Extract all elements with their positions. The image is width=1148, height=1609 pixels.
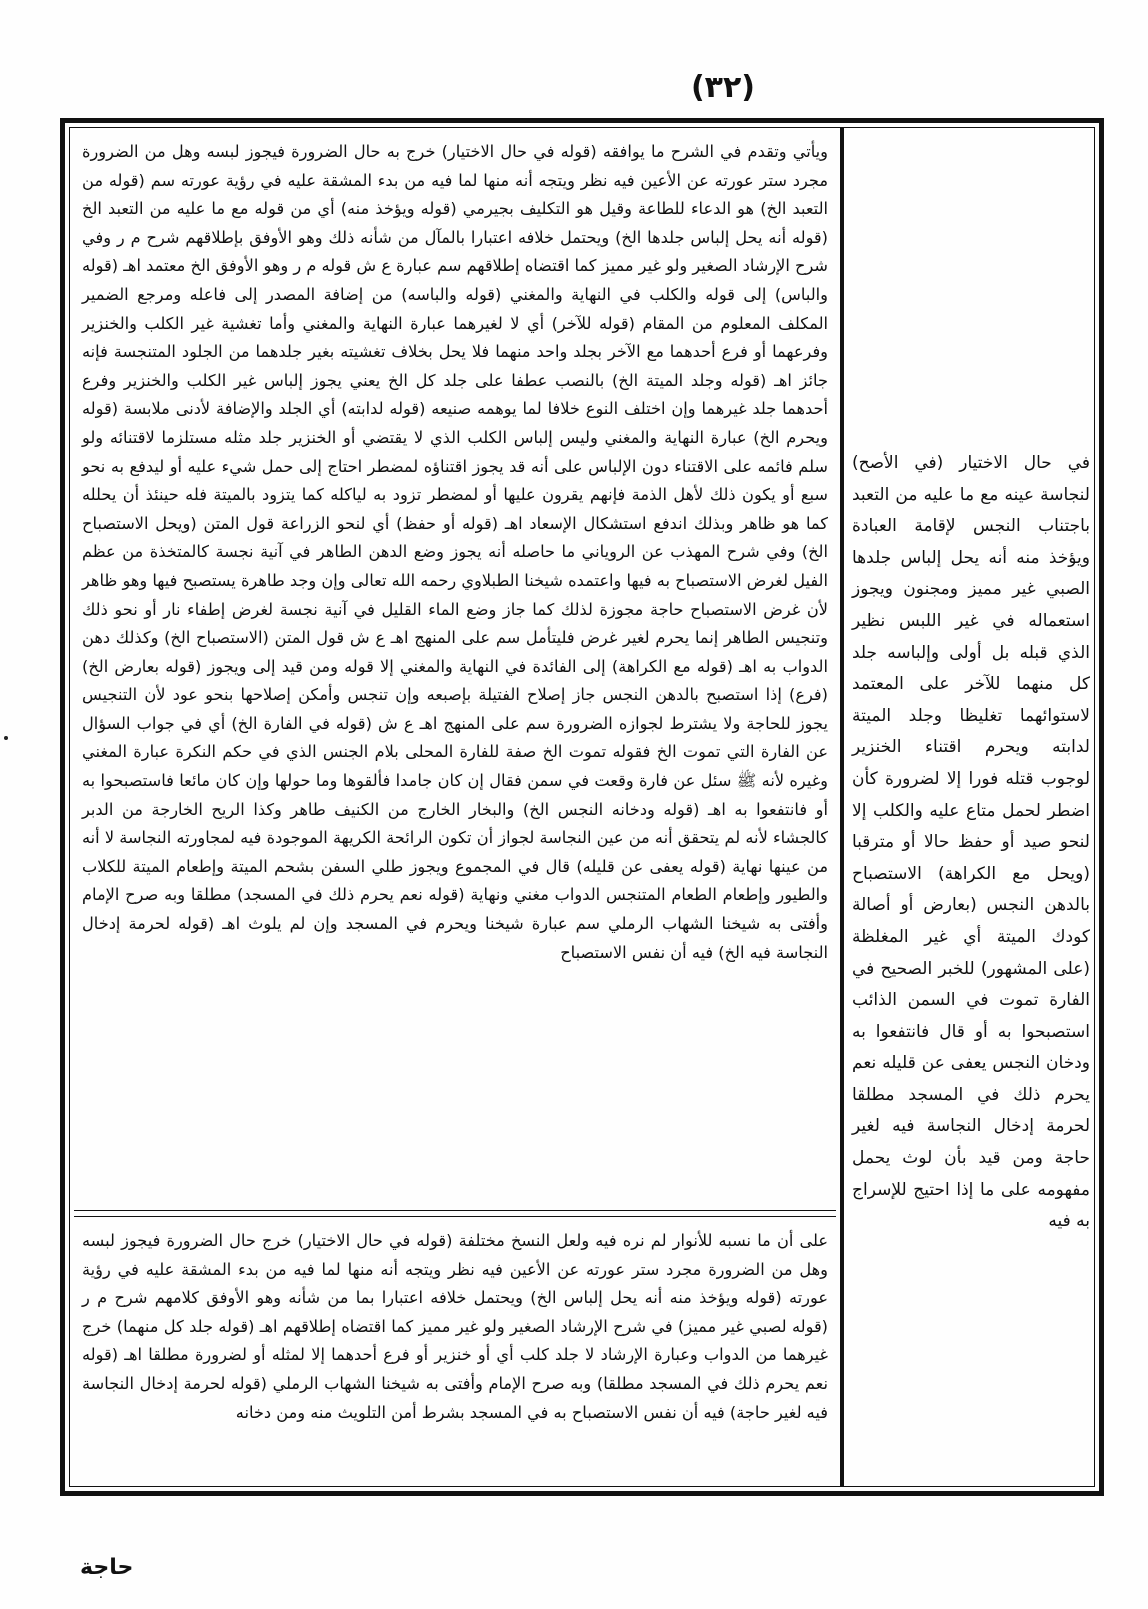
- page-number: (۳۲): [690, 70, 756, 105]
- page-frame: [60, 118, 1104, 1496]
- matn-column: [848, 132, 1096, 1492]
- matn-text: في حال الاختيار (في الأصح) لنجاسة عينه مع ما عليه من التعبد باجتناب النجس لإقامة العبادة ويؤخذ منه أنه يحل إلباس جلدها الصبي غير مميز ومجنون ويجوز استعماله في غير اللبس نظير الذي قبله بل أولى وإلباسه جلد كل منهما للآخر على المعتمد لاستوائهما تغليظا وجلد الميتة لدابته ويحرم اقتناء الخنزير لوجوب قتله فورا إلا لضرورة كأن اضطر لحمل متاع عليه والكلب إلا لنحو صيد أو حفظ حالا أو مترقبا (ويحل مع الكراهة) الاستصباح بالدهن النجس (بعارض أو أصالة كودك الميتة أي غير المغلظة (على المشهور) للخبر الصحيح في الفارة تموت في السمن الذائب استصبحوا به أو قال فانتفعوا به ودخان النجس يعفى عن قليله نعم يحرم ذلك في المسجد مطلقا لحرمة إدخال النجاسة فيه لغير حاجة ومن قيد بأن لوث يحمل مفهومه على ما إذا احتيج للإسراج به فيه: [852, 453, 1090, 1232]
- commentary-column: [74, 132, 836, 1492]
- column-divider: [840, 128, 844, 1486]
- margin-mark: [4, 736, 8, 740]
- commentary-lower-text: على أن ما نسبه للأنوار لم نره فيه ولعل النسخ مختلفة (قوله في حال الاختيار) خرج حال الضرورة فيجوز لبسه وهل من الضرورة مجرد ستر عورته عن الأعين فيه نظر ويتجه أنه منها لما فيه من بدء المشقة عليه في رؤية عورته (قوله ويؤخذ منه أنه يحل إلباس الخ) ويحتمل خلافه اعتبارا بما من شأنه وهو الأوفق كلامهم شرح م ر (قوله لصبي غير مميز) في شرح الإرشاد الصغير ولو غير مميز كما اقتضاه إطلاقهم اهـ (قوله جلد كل منهما) خرج غيرهما من الدواب وعبارة الإرشاد لا جلد كلب أي أو خنزير أو فرع أحدهما إلا لمثله أو لضرورة مطلقا اهـ (قوله نعم يحرم ذلك في المسجد مطلقا) وبه صرح الإمام وأفتى به شيخنا الشهاب الرملي (قوله لحرمة إدخال النجاسة فيه لغير حاجة) فيه أن نفس الاستصباح به في المسجد بشرط أمن التلويث منه ومن دخانه: [82, 1231, 828, 1422]
- horizontal-divider: [74, 1210, 836, 1217]
- commentary-main-text: ويأتي وتقدم في الشرح ما يوافقه (قوله في حال الاختيار) خرج به حال الضرورة فيجوز لبسه وهل من الضرورة مجرد ستر عورته عن الأعين فيه نظر ويتجه أنه منها لما فيه من بدء المشقة عليه في رؤية عورته سم (قوله من التعبد الخ) هو الدعاء للطاعة وقيل هو التكليف بجيرمي (قوله ويؤخذ منه) أي من قوله مع ما عليه من التعبد الخ (قوله أنه يحل إلباس جلدها الخ) ويحتمل خلافه اعتبارا بالمآل من شأنه ذلك وهو الأوفق بإطلاقهم شرح م ر وفي شرح الإرشاد الصغير ولو غير مميز كما اقتضاه إطلاقهم سم عبارة ع ش قوله م ر وهو الأوفق الخ معتمد اهـ (قوله والباس) إلى قوله والكلب في النهاية والمغني (قوله والباسه) من إضافة المصدر إلى فاعله ومرجع الضمير المكلف المعلوم من المقام (قوله للآخر) أي لا لغيرهما عبارة النهاية والمغني وأما تغشية غير الكلب والخنزير وفرعهما أو فرع أحدهما مع الآخر بجلد واحد منهما فلا يحل بخلاف تغشيته بغير جلدهما من الجلود المتنجسة فإنه جائز اهـ (قوله وجلد الميتة الخ) بالنصب عطفا على جلد كل الخ يعني يجوز إلباس غير الكلب والخنزير وفرع أحدهما جلد غيرهما وإن اختلف النوع خلافا لما يوهمه صنيعه (قوله لدابته) أي الجلد والإضافة لأدنى ملابسة (قوله ويحرم الخ) عبارة النهاية والمغني وليس إلباس الكلب الذي لا يقتضي أو الخنزير جلد مثله مستلزما لاقتنائه ولو سلم فائمه على الاقتناء دون الإلباس على أنه قد يجوز اقتناؤه لمضطر احتاج إلى حمل شيء عليه أو ليدفع به نحو سبع أو يكون ذلك لأهل الذمة فإنهم يقرون عليها أو لمضطر تزود به لياكله كما يتزود بالميتة فله حينئذ أن يحلله كما هو ظاهر وبذلك اندفع استشكال الإسعاد اهـ (قوله أو حفظ) أي لنحو الزراعة قول المتن (ويحل الاستصباح الخ) وفي شرح المهذب عن الروياني ما حاصله أنه يجوز وضع الدهن الطاهر في آنية نجسة كالمتخذة من عظم الفيل لغرض الاستصباح به فيها واعتمده شيخنا الطبلاوي رحمه الله تعالى وإن وجد طاهرة يستصبح فيها وهو ظاهر لأن غرض الاستصباح حاجة مجوزة لذلك كما جاز وضع الماء القليل في آنية نجسة لغرض إطفاء نار أو نحو ذلك وتنجيس الطاهر إنما يحرم لغير غرض فليتأمل سم على المنهج اهـ ع ش قول المتن (الاستصباح الخ) وكذلك دهن الدواب به اهـ (قوله مع الكراهة) إلى الفائدة في النهاية والمغني إلا قوله ومن قيد إلى ويجوز (قوله بعارض الخ) (فرع) إذا استصبح بالدهن النجس جاز إصلاح الفتيلة بإصبعه وإن تنجس وأمكن إصلاحها بنحو عود لأن التنجيس يجوز للحاجة ولا يشترط لجوازه الضرورة سم على المنهج اهـ ع ش (قوله في الفارة الخ) أي في جواب السؤال عن الفارة التي تموت الخ فقوله تموت الخ صفة للفارة المحلى بلام الجنس الذي في حكم النكرة عبارة المغني وغيره لأنه ﷺ سئل عن فارة وقعت في سمن فقال إن كان جامدا فألقوها وما حولها وإن كان مائعا فاستصبحوا به أو فانتفعوا به اهـ (قوله ودخانه النجس الخ) والبخار الخارج من الكنيف طاهر وكذا الريح الخارجة من الدبر كالجشاء لأنه لم يتحقق أنه من عين النجاسة لجواز أن تكون الرائحة الكريهة الموجودة فيه لمجاورته النجاسة لا أنه من عينها نهاية (قوله يعفى عن قليله) قال في المجموع ويجوز طلي السفن بشحم الميتة وإطعام الميتة للكلاب والطيور وإطعام الطعام المتنجس الدواب مغني ونهاية (قوله نعم يحرم ذلك في المسجد) مطلقا وبه صرح الإمام وأفتى به شيخنا الشهاب الرملي سم عبارة شيخنا ويحرم في المسجد وإن لم يلوث اهـ (قوله لحرمة إدخال النجاسة فيه الخ) فيه أن نفس الاستصباح: [82, 142, 828, 962]
- catchword: حاجة: [80, 1555, 134, 1580]
- inner-frame: [69, 127, 1095, 1487]
